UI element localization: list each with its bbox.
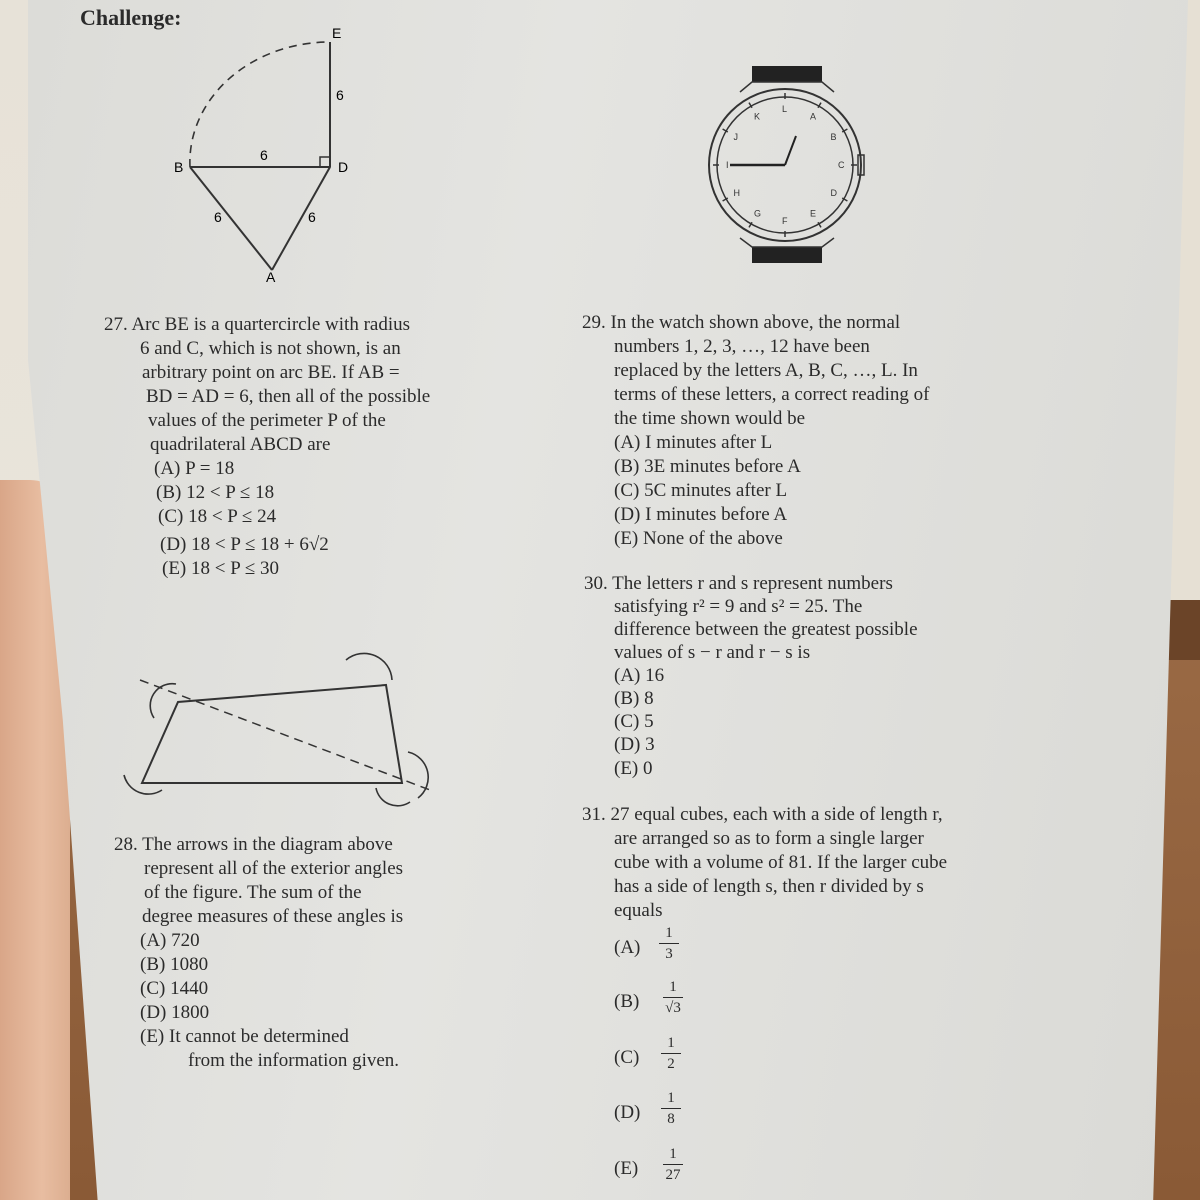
q29-line: 29. In the watch shown above, the normal [582, 312, 901, 333]
q30-option-e: (E) 0 [614, 758, 653, 779]
q29-option-b: (B) 3E minutes before A [614, 456, 801, 477]
q28-option-e-continued: from the information given. [188, 1050, 400, 1071]
q27-option-a: (A) P = 18 [154, 458, 235, 479]
q28-line: 28. The arrows in the diagram above [114, 834, 393, 855]
watch-letter-l: L [782, 104, 788, 114]
q27-line: 6 and C, which is not shown, is an [140, 338, 401, 359]
q29-option-c: (C) 5C minutes after L [614, 480, 788, 501]
label-six-bd: 6 [260, 147, 268, 163]
q28-option-c: (C) 1440 [140, 978, 209, 999]
q27-line: BD = AD = 6, then all of the possible [146, 386, 431, 407]
q27-option-c: (C) 18 < P ≤ 24 [158, 506, 277, 527]
q30-line: 30. The letters r and s represent numbers [584, 573, 893, 594]
watch-letter-g: G [754, 208, 762, 219]
q27-option-e: (E) 18 < P ≤ 30 [162, 558, 280, 579]
q28-line: represent all of the exterior angles [144, 858, 404, 879]
q28-option-b: (B) 1080 [140, 954, 209, 975]
watch-letter-k: K [754, 111, 761, 122]
q28-option-a: (A) 720 [140, 930, 200, 951]
q28-line: of the figure. The sum of the [144, 882, 362, 903]
page-title: Challenge: [80, 5, 182, 30]
q29-line: the time shown would be [614, 408, 806, 429]
label-a: A [266, 269, 276, 285]
label-six-ad: 6 [308, 209, 316, 225]
q31-option-d-fraction: 1 8 [661, 1090, 681, 1127]
q27-line: quadrilateral ABCD are [150, 434, 331, 455]
q30-option-b: (B) 8 [614, 688, 654, 709]
q31-option-b-fraction: 1 √3 [663, 979, 683, 1016]
q31-option-c-fraction: 1 2 [661, 1035, 681, 1072]
q31-line: are arranged so as to form a single larger [614, 828, 924, 849]
watch-figure [700, 62, 870, 272]
q27-line: values of the perimeter P of the [148, 410, 386, 431]
q30-option-d: (D) 3 [614, 734, 655, 755]
label-six-ed: 6 [336, 87, 344, 103]
label-six-ab: 6 [214, 209, 222, 225]
q29-option-a: (A) I minutes after L [614, 432, 773, 453]
q28-line: degree measures of these angles is [142, 906, 404, 927]
watch-letter-h: H [733, 188, 740, 198]
q31-line: equals [614, 900, 663, 921]
q31-option-b-label: (B) [614, 991, 640, 1012]
q27-option-b: (B) 12 < P ≤ 18 [156, 482, 275, 503]
q28-option-d: (D) 1800 [140, 1002, 210, 1023]
label-b: B [174, 159, 184, 175]
q27-option-d: (D) 18 < P ≤ 18 + 6√2 [160, 534, 329, 555]
watch-letter-j: J [733, 132, 738, 142]
q31-line: 31. 27 equal cubes, each with a side of length r, [582, 804, 943, 825]
q30-line: values of s − r and r − s is [614, 642, 811, 663]
q29-option-d: (D) I minutes before A [614, 504, 788, 525]
q30-line: difference between the greatest possible [614, 619, 918, 640]
q29-line: replaced by the letters A, B, C, …, L. In [614, 360, 918, 381]
q31-option-d-label: (D) [614, 1102, 641, 1123]
watch-letter-b: B [830, 132, 837, 142]
q27-line: arbitrary point on arc BE. If AB = [142, 362, 400, 383]
q31-line: cube with a volume of 81. If the larger cube [614, 852, 948, 873]
q31-option-c-label: (C) [614, 1047, 640, 1068]
q27-line: 27. Arc BE is a quartercircle with radius [104, 314, 411, 335]
watch-letter-c: C [838, 160, 845, 170]
q31-option-e-label: (E) [614, 1158, 639, 1179]
figure-28-quadrilateral [110, 640, 450, 820]
watch-letter-f: F [782, 216, 788, 226]
label-d: D [338, 159, 349, 175]
watch-letter-e: E [810, 208, 817, 219]
figure-27-quarter-circle [160, 22, 360, 292]
q30-option-a: (A) 16 [614, 665, 665, 686]
q29-line: terms of these letters, a correct reading of [614, 384, 930, 405]
q31-option-a-label: (A) [614, 937, 641, 958]
q28-option-e: (E) It cannot be determined [140, 1026, 349, 1047]
q31-line: has a side of length s, then r divided by s [614, 876, 924, 897]
watch-letter-i: I [726, 160, 729, 170]
q29-option-e: (E) None of the above [614, 528, 783, 549]
q31-option-a-fraction: 1 3 [659, 925, 679, 962]
label-e: E [332, 25, 342, 41]
q31-option-e-fraction: 1 27 [663, 1146, 683, 1183]
watch-letter-d: D [830, 188, 837, 198]
watch-letter-a: A [810, 111, 817, 122]
q29-line: numbers 1, 2, 3, …, 12 have been [614, 336, 870, 357]
q30-option-c: (C) 5 [614, 711, 654, 732]
q30-line: satisfying r² = 9 and s² = 25. The [614, 596, 863, 617]
